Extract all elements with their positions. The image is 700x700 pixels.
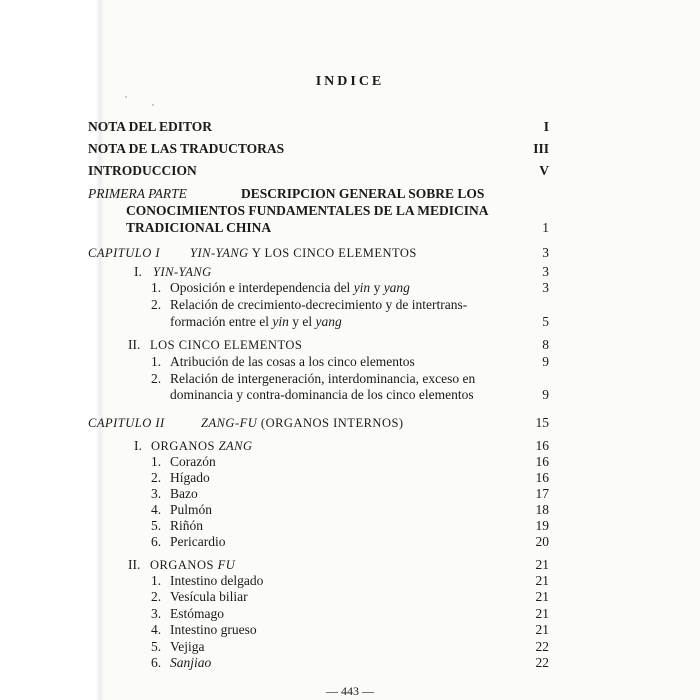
item-text: Riñón	[170, 518, 204, 533]
item-text: Pericardio	[170, 534, 226, 549]
item-text-italic: yang	[383, 280, 410, 295]
item-text: Vesícula biliar	[170, 589, 248, 604]
toc-page-number: 18	[535, 502, 549, 517]
chapter-label: CAPITULO I	[88, 246, 161, 260]
toc-entry-editor-note	[0, 118, 700, 136]
toc-page-number: 21	[535, 622, 549, 637]
item-text: Bazo	[170, 486, 198, 501]
toc-page-number: 16	[535, 438, 549, 453]
part-label: PRIMERA PARTE	[88, 186, 187, 201]
item-number: 5.	[151, 518, 162, 533]
item-number: 5.	[151, 639, 162, 654]
toc-page-number: 5	[542, 314, 549, 329]
section-title: ORGANOS	[150, 558, 218, 572]
item-text: Intestino delgado	[170, 573, 264, 588]
part-title-line-2: CONOCIMIENTOS FUNDAMENTALES DE LA MEDICINA	[126, 203, 489, 218]
toc-part-heading	[0, 185, 700, 203]
item-text: Intestino grueso	[170, 622, 257, 637]
item-text: Relación de intergeneración, interdominancia, exceso en	[170, 371, 476, 386]
toc-item	[0, 296, 700, 314]
toc-part-heading-line-3	[0, 219, 700, 237]
toc-entry-translators-note	[0, 140, 700, 158]
item-number: 6.	[151, 655, 162, 670]
item-number: 2.	[151, 589, 162, 604]
toc-page-number: 9	[542, 354, 549, 369]
toc-page-number: III	[533, 141, 549, 156]
chapter-title: (ORGANOS INTERNOS)	[257, 416, 404, 430]
toc-item-continuation	[0, 313, 700, 331]
toc-item	[0, 533, 700, 551]
item-text-italic: yin	[353, 280, 371, 295]
toc-item	[0, 588, 700, 606]
toc-item-continuation	[0, 386, 700, 404]
item-number: 3.	[151, 486, 162, 501]
chapter-title-italic: YIN-YANG	[190, 246, 249, 260]
toc-page-number: 19	[535, 518, 549, 533]
item-text: Relación de crecimiento-decrecimiento y de intertrans-	[170, 297, 468, 312]
chapter-title: Y LOS CINCO ELEMENTOS	[248, 246, 417, 260]
section-number: II.	[128, 557, 141, 572]
toc-page-number: 22	[535, 655, 549, 670]
index-title: INDICE	[315, 74, 385, 89]
item-number: 1.	[151, 573, 162, 588]
item-text: Vejiga	[170, 639, 205, 654]
toc-page-number: 15	[535, 415, 549, 430]
item-text: Oposición e interdependencia del	[170, 280, 354, 295]
section-title-italic: FU	[217, 558, 236, 572]
item-number: 6.	[151, 534, 162, 549]
item-number: 1.	[151, 354, 162, 369]
toc-page-number: 21	[535, 589, 549, 604]
section-title: YIN-YANG	[153, 265, 212, 279]
toc-page-number: 3	[542, 264, 549, 279]
toc-page-number: 16	[535, 470, 549, 485]
toc-entry-label: NOTA DE LAS TRADUCTORAS	[88, 141, 285, 156]
toc-page-number: 3	[542, 245, 549, 260]
item-number: 4.	[151, 622, 162, 637]
item-text-italic: yin	[272, 314, 289, 329]
toc-page-number: I	[543, 119, 549, 134]
item-text-italic: yang	[315, 314, 342, 329]
toc-page-number: 21	[535, 557, 549, 572]
toc-page-number: V	[539, 163, 549, 178]
item-number: 4.	[151, 502, 162, 517]
toc-item	[0, 353, 700, 371]
item-number: 2.	[151, 470, 162, 485]
toc-page-number: 1	[542, 220, 549, 235]
item-number: 2.	[151, 297, 162, 312]
item-text: Pulmón	[170, 502, 213, 517]
section-title: ORGANOS	[151, 439, 219, 453]
item-text: Corazón	[170, 454, 216, 469]
item-text: Atribución de las cosas a los cinco elementos	[170, 354, 415, 369]
item-text: Hígado	[170, 470, 210, 485]
chapter-label: CAPITULO II	[88, 416, 165, 430]
toc-part-heading-line-2	[0, 202, 700, 220]
item-text: formación entre el	[170, 314, 273, 329]
toc-chapter-2	[0, 414, 700, 432]
item-number: 1.	[151, 280, 162, 295]
item-text: dominancia y contra-dominancia de los cinco elementos	[170, 387, 474, 402]
paper-speck	[125, 96, 127, 98]
part-title-line-3: TRADICIONAL CHINA	[126, 220, 272, 235]
toc-section-five-elements	[0, 336, 700, 354]
toc-item	[0, 621, 700, 639]
item-number: 1.	[151, 454, 162, 469]
toc-item	[0, 654, 700, 672]
paper-speck	[152, 104, 154, 106]
chapter-title-italic: ZANG-FU	[201, 416, 258, 430]
toc-entry-introduction	[0, 162, 700, 180]
toc-page-number: 9	[542, 387, 549, 402]
item-text: y	[370, 280, 384, 295]
part-title-line-1: DESCRIPCION GENERAL SOBRE LOS	[241, 186, 485, 201]
toc-entry-label: INTRODUCCION	[88, 163, 197, 178]
toc-entry-label: NOTA DEL EDITOR	[88, 119, 213, 134]
section-title: LOS CINCO ELEMENTOS	[150, 338, 303, 352]
section-number: I.	[134, 264, 142, 279]
toc-page-number: 21	[535, 573, 549, 588]
item-number: 3.	[151, 606, 162, 621]
toc-page-number: 8	[542, 337, 549, 352]
page-footer-number: — 443 —	[326, 684, 374, 698]
toc-item	[0, 279, 700, 297]
toc-page-number: 22	[535, 639, 549, 654]
item-number: 2.	[151, 371, 162, 386]
toc-page-number: 21	[535, 606, 549, 621]
section-title-italic: ZANG	[218, 439, 253, 453]
toc-page-number: 17	[535, 486, 549, 501]
section-number: I.	[134, 438, 142, 453]
toc-page-number: 3	[542, 280, 549, 295]
section-number: II.	[128, 337, 141, 352]
toc-chapter-1	[0, 244, 700, 262]
item-text: y el	[288, 314, 316, 329]
toc-page-number: 16	[535, 454, 549, 469]
item-text: Sanjiao	[170, 655, 212, 670]
toc-page-number: 20	[535, 534, 549, 549]
item-text: Estómago	[170, 606, 224, 621]
